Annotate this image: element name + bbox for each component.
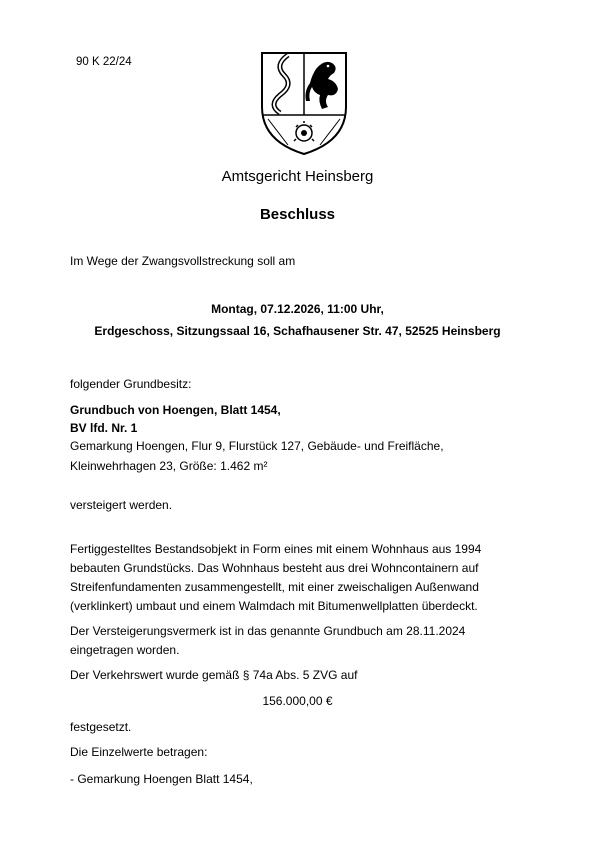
coat-of-arms-icon [258, 49, 350, 157]
market-value-text: Der Verkehrswert wurde gemäß § 74a Abs. 5 ZVG auf [70, 668, 358, 682]
register-note-line: eingetragen worden. [70, 643, 180, 657]
individual-values-label: Die Einzelwerte betragen: [70, 745, 208, 759]
auction-text: versteigert werden. [70, 498, 173, 512]
auction-date: Montag, 07.12.2026, 11:00 Uhr, [211, 302, 384, 316]
object-description-line: bebauten Grundstücks. Das Wohnhaus besteht aus drei Wohncontainern auf [70, 561, 479, 575]
intro-text: Im Wege der Zwangsvollstreckung soll am [70, 254, 296, 268]
fixed-text: festgesetzt. [70, 720, 132, 734]
market-value: 156.000,00 € [262, 694, 333, 708]
property-address: Kleinwehrhagen 23, Größe: 1.462 m² [70, 459, 268, 473]
land-register: Grundbuch von Hoengen, Blatt 1454, [70, 403, 281, 417]
document-title: Beschluss [259, 206, 336, 223]
individual-value-item: - Gemarkung Hoengen Blatt 1454, [70, 772, 253, 786]
property-label: folgender Grundbesitz: [70, 377, 192, 391]
object-description-line: (verklinkert) umbaut und einem Walmdach mit Bitumenwellplatten überdeckt. [70, 599, 478, 613]
register-note-line: Der Versteigerungsvermerk ist in das genannte Grundbuch am 28.11.2024 [70, 624, 466, 638]
file-number: 90 K 22/24 [76, 56, 132, 68]
object-description-line: Fertiggestelltes Bestandsobjekt in Form eines mit einem Wohnhaus aus 1994 [70, 542, 482, 556]
parcel-description: Gemarkung Hoengen, Flur 9, Flurstück 127, Gebäude- und Freifläche, [70, 439, 444, 453]
object-description-line: Streifenfundamenten zusammengestellt, mit einer zweischaligen Außenwand [70, 580, 479, 594]
inventory-number: BV lfd. Nr. 1 [70, 421, 138, 435]
auction-place: Erdgeschoss, Sitzungssaal 16, Schafhausener Str. 47, 52525 Heinsberg [94, 324, 501, 338]
court-name: Amtsgericht Heinsberg [221, 168, 374, 185]
